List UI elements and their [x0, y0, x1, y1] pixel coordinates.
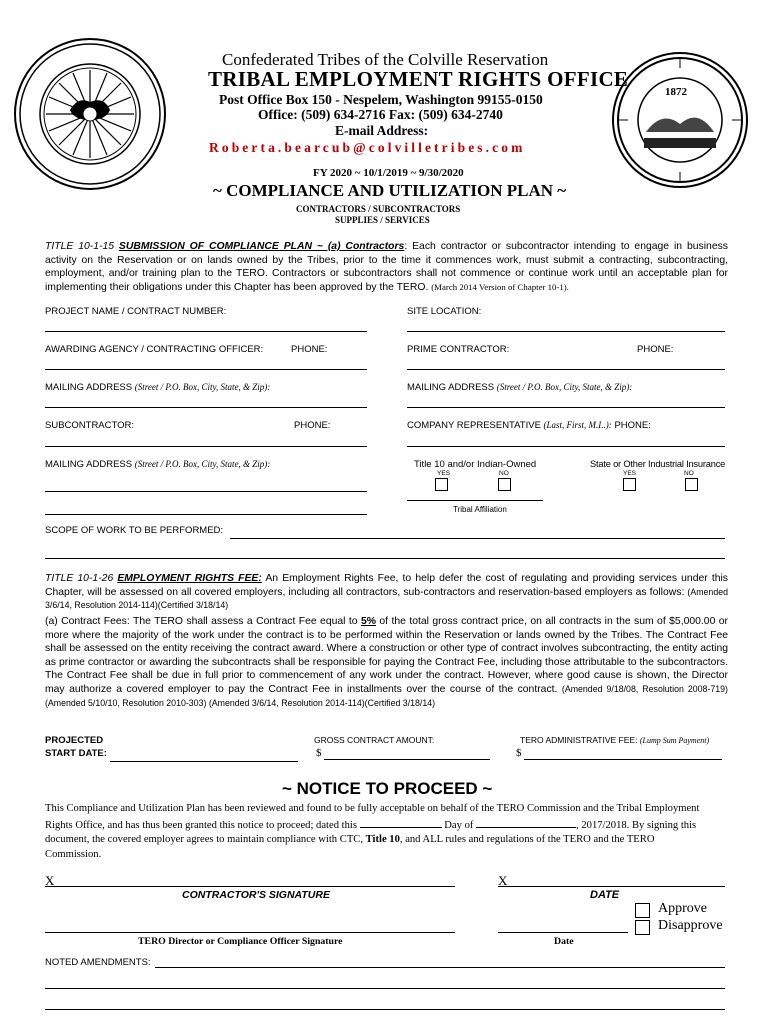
contract-fee-part2: of the total gross contract price, on all contracts in the sum of $5,000.00 or more where the majority of the work under the contract is to be performed within the Reservation or lands owned by the Tribes. The Contract Fee shall be assessed on the entity receiving the contract award. Where a construction or other type of contract involves subcontracting, the entity acting as prime contractor or awarding the subcontracts shall be responsible for paying the Contract Fee, including those attributable to the subcontractors. The Contract Fee shall be due in full prior to commencement of any work under the contract. However, where good cause is shown, the Director may authorize a covered employer to pay the Contract Fee in installments over the course of the contract. [45, 616, 728, 695]
prime-contractor-label: PRIME CONTRACTOR: [407, 344, 510, 355]
notice-title: ~ NOTICE TO PROCEED ~ [282, 779, 493, 798]
fee-lead: TITLE 10-1-26 [45, 573, 118, 584]
notice-line-4: Commission. [45, 848, 102, 860]
title-lead: TITLE 10-1-15 [45, 241, 119, 252]
contractor-date-label: DATE [590, 889, 620, 901]
office-phones: Office: (509) 634-2716 Fax: (509) 634-2740 [258, 107, 503, 122]
gross-amount-field[interactable] [324, 759, 490, 760]
fiscal-year: FY 2020 ~ 10/1/2019 ~ 9/30/2020 [313, 167, 464, 179]
awarding-phone-label: PHONE: [291, 344, 328, 355]
mailing-address-field-3b[interactable] [45, 514, 367, 515]
site-location-label: SITE LOCATION: [407, 306, 482, 317]
amendments-field-2[interactable] [45, 988, 725, 989]
notice-line-3: document, the covered employer agrees to maintain compliance with CTC, Title 10, and ALL rules and regulations of the TERO and the TERO [45, 834, 655, 845]
date-x-mark: X [498, 873, 508, 888]
site-location-field[interactable] [407, 331, 725, 332]
office-name: TRIBAL EMPLOYMENT RIGHTS OFFICE [208, 67, 629, 91]
seal-year: 1872 [665, 86, 687, 98]
employment-fee-paragraph [45, 572, 728, 613]
prime-phone-label: PHONE: [637, 344, 674, 355]
mailing-address-field-1[interactable] [45, 407, 367, 408]
amendments-field-1[interactable] [155, 967, 725, 968]
title10-no-label: NO [499, 470, 509, 477]
insurance-no-label: NO [684, 470, 694, 477]
insurance-no-checkbox[interactable] [685, 478, 698, 491]
awarding-agency-label: AWARDING AGENCY / CONTRACTING OFFICER: [45, 344, 264, 355]
title-note: (March 2014 Version of Chapter 10-1). [431, 281, 569, 292]
mailing-address-label-1: MAILING ADDRESS (Street / P.O. Box, City, State, & Zip): [45, 382, 271, 393]
contract-fee-paragraph [45, 615, 728, 710]
scope-field-1[interactable] [230, 538, 725, 539]
title10-label: Title 10 and/or Indian-Owned [414, 459, 537, 470]
tero-signature-field[interactable] [45, 932, 455, 933]
title10-yes-label: YES [437, 470, 451, 477]
gross-dollar-sign: $ [316, 747, 322, 759]
disapprove-label: Disapprove [658, 918, 723, 933]
scope-label: SCOPE OF WORK TO BE PERFORMED: [45, 525, 224, 536]
tero-date-field[interactable] [498, 932, 628, 933]
notice-line-2: Rights Office, and has thus been granted this notice to proceed; dated this Day of , 2017/2018. By signing this [45, 817, 728, 834]
subcontractor-phone-label: PHONE: [294, 420, 331, 431]
contractor-x-mark: X [45, 873, 55, 888]
contractor-signature-label: CONTRACTOR'S SIGNATURE [182, 889, 330, 901]
tribal-affiliation-field[interactable] [407, 500, 543, 501]
notice-line-1: This Compliance and Utilization Plan has been reviewed and found to be fully acceptable on behalf of the TERO Commission and the Tribal Employment [45, 803, 700, 814]
approve-label: Approve [658, 901, 707, 916]
contractor-signature-field[interactable] [45, 886, 455, 887]
tero-seal-graphic [16, 40, 164, 188]
tero-fee-field[interactable] [524, 759, 722, 760]
plan-subtitle-1: CONTRACTORS / SUBCONTRACTORS [296, 204, 461, 214]
colville-tribes-seal-logo [612, 52, 748, 188]
subcontractor-field[interactable] [45, 446, 367, 447]
colville-seal-graphic [614, 54, 746, 186]
tero-signature-label: TERO Director or Compliance Officer Signature [138, 936, 343, 947]
notice-month-field[interactable] [476, 817, 576, 828]
plan-subtitle-2: SUPPLIES / SERVICES [335, 215, 430, 225]
contract-fee-note: (Amended 9/18/08, Resolution 2008-719) (Amended 5/10/10, Resolution 2010-303) (Amended 3/6/14, Resolution 2014-114)(Certified 3/18/14) [45, 683, 728, 708]
projected-label: PROJECTED [45, 735, 104, 746]
company-rep-field[interactable] [407, 446, 725, 447]
tribal-affiliation-label: Tribal Affiliation [453, 505, 507, 514]
project-name-label: PROJECT NAME / CONTRACT NUMBER: [45, 306, 227, 317]
office-address: Post Office Box 150 - Nespelem, Washington 99155-0150 [219, 92, 543, 107]
start-date-label: START DATE: [45, 748, 107, 759]
notice-day-field[interactable] [360, 817, 442, 828]
insurance-yes-checkbox[interactable] [623, 478, 636, 491]
compliance-plan-paragraph [45, 240, 728, 294]
tero-date-label: Date [554, 936, 574, 947]
scope-field-2[interactable] [45, 558, 725, 559]
mailing-address-field-3a[interactable] [45, 491, 367, 492]
tero-fee-dollar-sign: $ [516, 747, 522, 759]
title10-yes-checkbox[interactable] [435, 478, 448, 491]
company-rep-label: COMPANY REPRESENTATIVE (Last, First, M.I..): PHONE: [407, 420, 651, 431]
gross-amount-label: GROSS CONTRACT AMOUNT: [314, 735, 435, 745]
tero-fee-label: TERO ADMINISTRATIVE FEE: (Lump Sum Payment) [520, 735, 710, 745]
mailing-address-label-3: MAILING ADDRESS (Street / P.O. Box, City, State, & Zip): [45, 459, 271, 470]
prime-contractor-field[interactable] [407, 369, 725, 370]
title-body: : Each contractor or subcontractor intending to engage in business activity on the Reservation or on lands owned by the Tribes, prior to the time it commences work, must submit a contracting, subcontracting, employment, and/or training plan to the TERO. Contractors or subcontractors shall not commence or continue work until an acceptable plan for implementing their obligations under this Chapter has been approved by the TERO. [45, 241, 728, 293]
amendments-field-3[interactable] [45, 1009, 725, 1010]
subcontractor-label: SUBCONTRACTOR: [45, 420, 135, 431]
noted-amendments-label: NOTED AMENDMENTS: [45, 957, 151, 968]
awarding-agency-field[interactable] [45, 369, 367, 370]
contract-fee-percent: 5% [360, 616, 376, 627]
project-name-field[interactable] [45, 331, 367, 332]
approve-checkbox[interactable] [635, 903, 650, 918]
mailing-address-label-2: MAILING ADDRESS (Street / P.O. Box, City, State, & Zip): [407, 382, 633, 393]
mailing-address-field-2[interactable] [407, 407, 725, 408]
contractor-date-field[interactable] [498, 886, 725, 887]
notice-paragraph [45, 802, 728, 862]
fee-heading: EMPLOYMENT RIGHTS FEE: [117, 573, 262, 584]
plan-title: ~ COMPLIANCE AND UTILIZATION PLAN ~ [213, 181, 567, 200]
fee-note: (Amended 3/6/14, Resolution 2014-114)(Certified 3/18/14) [45, 586, 728, 611]
tero-seal-logo [14, 38, 166, 190]
title10-no-checkbox[interactable] [498, 478, 511, 491]
insurance-yes-label: YES [623, 470, 637, 477]
state-insurance-label: State or Other Industrial Insurance [590, 459, 726, 469]
start-date-field[interactable] [110, 761, 298, 762]
disapprove-checkbox[interactable] [635, 920, 650, 935]
email-address[interactable]: Roberta.bearcub@colvilletribes.com [209, 140, 526, 155]
org-line: Confederated Tribes of the Colville Reservation [222, 50, 549, 69]
title-heading: SUBMISSION OF COMPLIANCE PLAN ~ (a) Contractors [118, 241, 405, 252]
email-label: E-mail Address: [335, 123, 429, 138]
fee-body: An Employment Rights Fee, to help defer the cost of regulating and providing services under this Chapter, will be assessed on all covered employers, including all contractors, sub-contractors and reservation-based employers as follows: [45, 573, 728, 598]
contract-fee-part1: (a) Contract Fees: The TERO shall assess a Contract Fee equal to [45, 616, 361, 627]
